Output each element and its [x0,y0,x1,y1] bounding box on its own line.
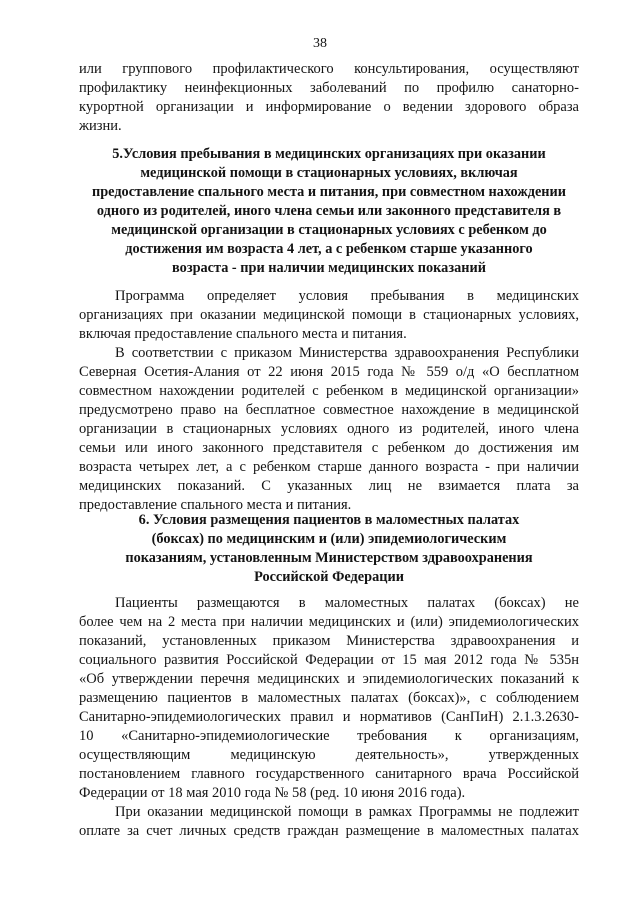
heading-line: медицинской помощи в стационарных условиях, включая [140,165,518,181]
section-6-heading [79,511,579,587]
text-line: медицинских показаний. С указанных лиц не взимается плата за [79,478,579,494]
section-5-paragraph-2 [79,344,579,515]
text-line: Федерации от 18 мая 2010 года № 58 (ред. 10 июня 2016 года). [79,785,466,801]
text-line: более чем на 2 места при наличии медицинских и (или) эпидемиологических [79,614,579,630]
text-line: Программа определяет условия пребывания в медицинских [115,288,579,304]
text-line: организациях при оказании медицинской помощи в стационарных условиях, [79,307,579,323]
text-line: совместном нахождении родителей с ребенком в медицинской организации» [79,383,579,399]
heading-line: 6. Условия размещения пациентов в маломестных палатах [138,512,520,528]
text-line: постановлением главного государственного санитарного врача Российской [79,766,579,782]
text-line: предусмотрено право на бесплатное совместное нахождение в медицинской [79,402,579,418]
text-line: Пациенты размещаются в маломестных палатах (боксах) не [115,595,579,611]
heading-line: достижения им возраста 4 лет, а с ребенком старше указанного [125,241,533,257]
section-6-paragraph-1 [79,594,579,803]
text-line: социального развития Российской Федерации от 15 мая 2012 года № 535н [79,652,579,668]
text-line: жизни. [79,118,122,134]
heading-line: 5.Условия пребывания в медицинских организациях при оказании [112,146,546,162]
heading-line: показаниям, установленным Министерством здравоохранения [125,550,533,566]
text-line: или группового профилактического консультирования, осуществляют [79,61,579,77]
text-line: семьи или иного законного представителя с ребенком до достижения им [79,440,579,456]
section-6-paragraph-2 [79,803,579,841]
text-line: В соответствии с приказом Министерства здравоохранения Республики [115,345,579,361]
heading-line: (боксах) по медицинским и (или) эпидемиологическим [151,531,507,547]
text-line: оплате за счет личных средств граждан размещение в маломестных палатах [79,823,579,839]
text-line: курортной организации и информирование о ведении здорового образа [79,99,579,115]
text-line: Северная Осетия-Алания от 22 июня 2015 года № 559 о/д «О бесплатном [79,364,579,380]
text-line: Санитарно-эпидемиологических правил и нормативов (СанПиН) 2.1.3.2630- [79,709,579,725]
page-number: 38 [313,36,327,51]
text-line: осуществляющим медицинскую деятельность», утвержденных [79,747,579,763]
text-line: показаний, установленных приказом Министерства здравоохранения и [79,633,579,649]
section-5-heading [79,145,579,278]
text-line: 10 «Санитарно-эпидемиологические требования к организациям, [79,728,579,744]
text-line: размещению пациентов в маломестных палатах (боксах)», с соблюдением [79,690,579,706]
text-line: включая предоставление спального места и питания. [79,326,407,342]
heading-line: Российской Федерации [254,569,404,585]
text-line: организации в стационарных условиях одного из родителей, иного члена [79,421,579,437]
heading-line: одного из родителей, иного члена семьи или законного представителя в [96,203,562,219]
heading-line: предоставление спального места и питания, при совместном нахождении [91,184,567,200]
text-line: При оказании медицинской помощи в рамках Программы не подлежит [115,804,579,820]
section-5-paragraph-1 [79,287,579,344]
text-line: профилактику неинфекционных заболеваний по профилю санаторно- [79,80,579,96]
text-line: «Об утверждении перечня медицинских и эпидемиологических показаний к [79,671,579,687]
text-line: предоставление спального места и питания. [79,497,352,513]
text-line: возраста четырех лет, а с ребенком старше данного возраста - при наличии [79,459,579,475]
heading-line: возраста - при наличии медицинских показаний [172,260,486,276]
heading-line: медицинской организации в стационарных условиях с ребенком до [111,222,547,238]
intro-paragraph [79,60,579,136]
